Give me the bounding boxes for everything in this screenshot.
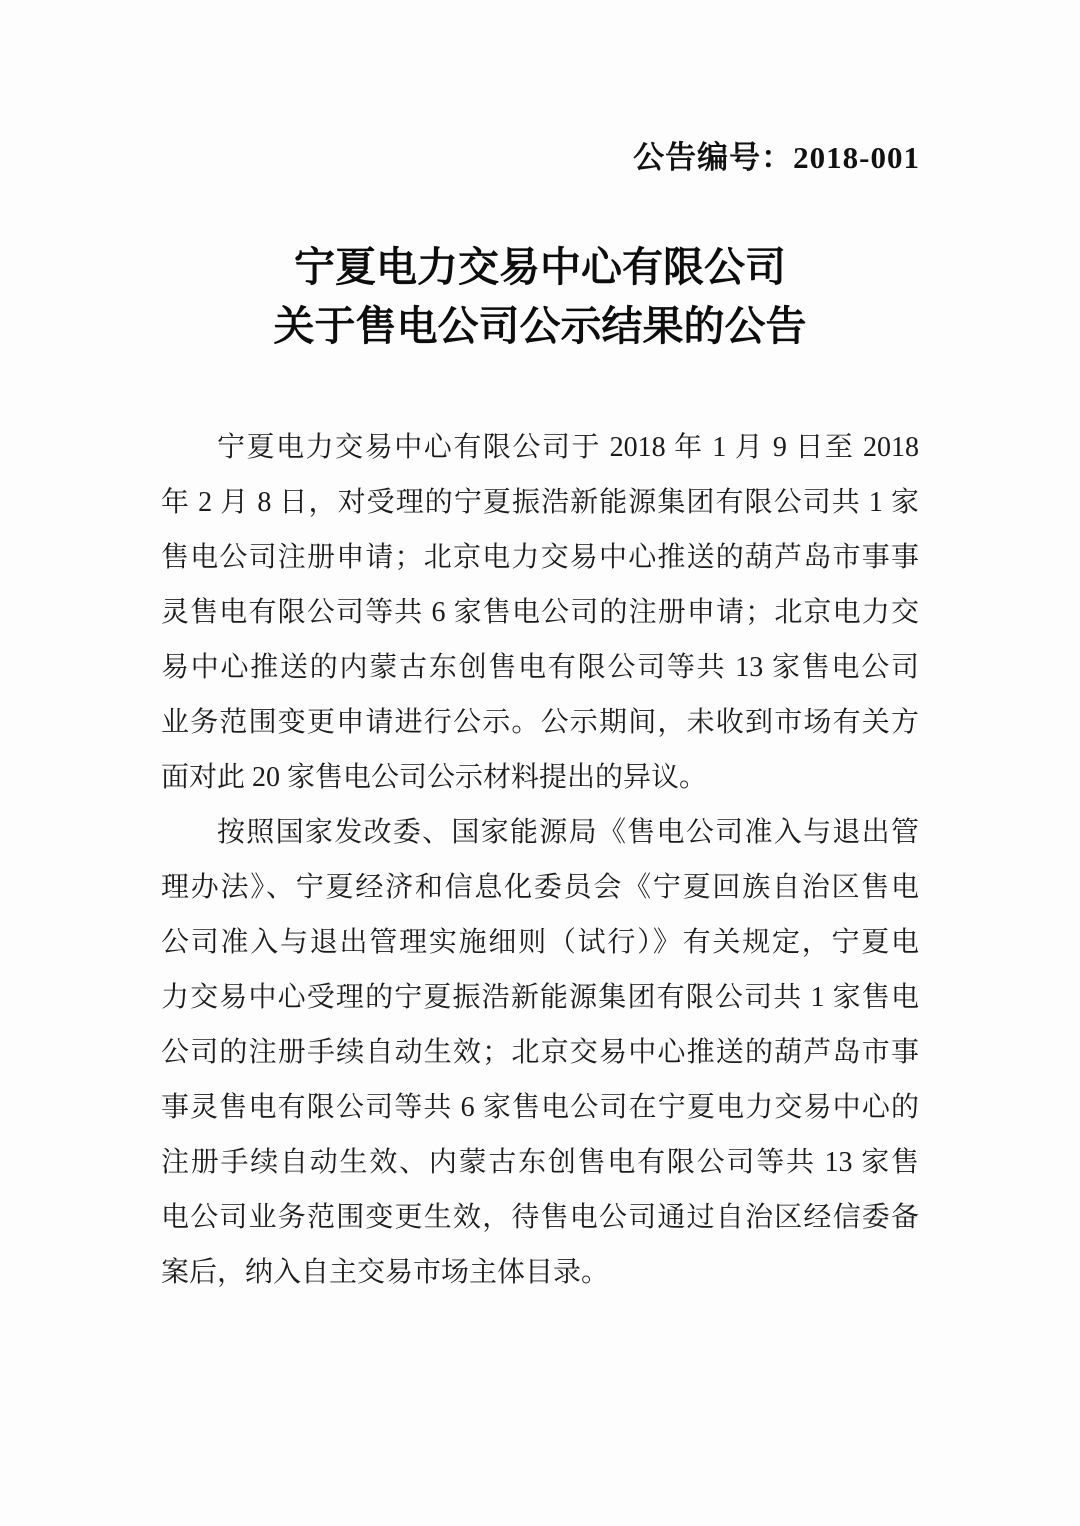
body-line: 理办法》、宁夏经济和信息化委员会《宁夏回族自治区售电	[161, 872, 919, 903]
body-line: 面对此 20 家售电公司公示材料提出的异议。	[161, 762, 708, 793]
body-line: 事灵售电有限公司等共 6 家售电公司在宁夏电力交易中心的	[161, 1092, 919, 1123]
body-line: 易中心推送的内蒙古东创售电有限公司等共 13 家售电公司	[161, 652, 919, 683]
body-line: 宁夏电力交易中心有限公司于 2018 年 1 月 9 日至 2018	[217, 432, 919, 463]
body-line: 公司的注册手续自动生效；北京交易中心推送的葫芦岛市事	[161, 1037, 919, 1068]
body-line: 案后，纳入自主交易市场主体目录。	[161, 1257, 610, 1288]
paragraph-1	[161, 420, 919, 805]
body-line: 年 2 月 8 日，对受理的宁夏振浩新能源集团有限公司共 1 家	[161, 487, 919, 518]
body-line: 按照国家发改委、国家能源局《售电公司准入与退出管	[217, 817, 919, 848]
body-line: 业务范围变更申请进行公示。公示期间，未收到市场有关方	[161, 707, 919, 738]
doc-title-line-1: 宁夏电力交易中心有限公司	[294, 244, 786, 290]
doc-number: 公告编号：2018-001	[633, 140, 920, 175]
body-line: 公司准入与退出管理实施细则（试行）》有关规定，宁夏电	[161, 927, 919, 958]
body-line: 电公司业务范围变更生效，待售电公司通过自治区经信委备	[161, 1202, 919, 1233]
doc-title-line-2: 关于售电公司公示结果的公告	[273, 303, 807, 349]
doc-title	[0, 238, 1080, 356]
body-line: 灵售电有限公司等共 6 家售电公司的注册申请；北京电力交	[161, 597, 919, 628]
paragraph-2	[161, 805, 919, 1300]
doc-body	[161, 420, 919, 1300]
body-line: 力交易中心受理的宁夏振浩新能源集团有限公司共 1 家售电	[161, 982, 919, 1013]
body-line: 注册手续自动生效、内蒙古东创售电有限公司等共 13 家售	[161, 1147, 919, 1178]
body-line: 售电公司注册申请；北京电力交易中心推送的葫芦岛市事事	[161, 542, 919, 573]
